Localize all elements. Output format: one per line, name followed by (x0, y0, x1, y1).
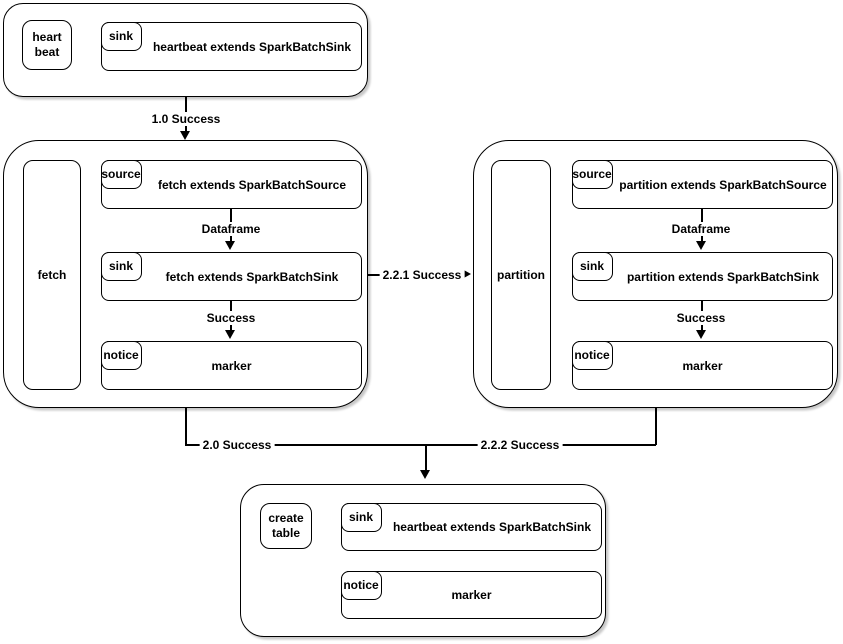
partition-sink-component-label: partition extends SparkBatchSink (626, 269, 820, 284)
connector-junction-down (425, 444, 427, 471)
partition-sink-component (572, 252, 833, 301)
partition-notice-component-label: marker (682, 358, 723, 373)
create-table-notice-component-label: marker (451, 588, 492, 602)
partition-notice-component (572, 341, 833, 390)
notice-badge: notice (101, 341, 142, 370)
create-table-group (240, 484, 606, 637)
heartbeat-sink-component (101, 22, 362, 71)
edge-label-2-2-1-success: 2.2.1 Success (380, 268, 465, 282)
fetch-sink-component-label: fetch extends SparkBatchSink (165, 269, 339, 284)
source-badge: source (101, 160, 142, 189)
heartbeat-sink-component-label: heartbeat extends SparkBatchSink (152, 39, 352, 54)
fetch-source-component (101, 160, 362, 209)
create-table-label-line1: create (268, 511, 304, 525)
sink-badge: sink (341, 503, 382, 532)
source-badge: source (572, 160, 613, 189)
fetch-group-label (23, 160, 81, 390)
notice-badge: notice (572, 341, 613, 370)
fetch-dataframe-label: Dataframe (199, 222, 264, 236)
arrowhead-down-icon (225, 330, 235, 339)
heartbeat-label-line1: heart (32, 30, 62, 44)
fetch-sink-component (101, 252, 362, 301)
arrowhead-down-icon (180, 131, 190, 140)
partition-success-label: Success (674, 311, 729, 325)
heartbeat-label-line2: beat (34, 45, 60, 59)
partition-group (473, 140, 838, 408)
edge-label-2-0-success: 2.0 Success (200, 438, 275, 452)
fetch-label-text: fetch (37, 267, 67, 282)
arrowhead-down-icon (225, 241, 235, 250)
heartbeat-group-label (22, 20, 72, 70)
create-table-notice-component (341, 571, 602, 619)
partition-source-component (572, 160, 833, 209)
notice-badge: notice (341, 571, 382, 600)
fetch-source-component-label: fetch extends SparkBatchSource (157, 177, 347, 192)
create-table-group-label (260, 503, 312, 549)
create-table-sink-component-label: heartbeat extends SparkBatchSink (392, 520, 592, 534)
fetch-success-label: Success (204, 311, 259, 325)
partition-label-text: partition (497, 267, 545, 282)
partition-dataframe-label: Dataframe (669, 222, 734, 236)
fetch-notice-component (101, 341, 362, 390)
edge-label-2-2-2-success: 2.2.2 Success (478, 438, 563, 452)
heartbeat-group (3, 3, 368, 97)
arrowhead-down-icon (420, 470, 430, 479)
connector-fetch-down (185, 408, 187, 445)
create-table-label-line2: table (271, 526, 300, 540)
fetch-group (3, 140, 368, 408)
sink-badge: sink (572, 252, 613, 281)
partition-source-component-label: partition extends SparkBatchSource (619, 177, 827, 192)
sink-badge: sink (101, 22, 142, 51)
edge-label-1-0-success: 1.0 Success (149, 112, 224, 126)
create-table-sink-component (341, 503, 602, 551)
fetch-notice-component-label: marker (211, 358, 252, 373)
arrowhead-down-icon (696, 330, 706, 339)
sink-badge: sink (101, 252, 142, 281)
arrowhead-down-icon (696, 241, 706, 250)
partition-group-label (491, 160, 551, 390)
connector-partition-down (655, 408, 657, 445)
